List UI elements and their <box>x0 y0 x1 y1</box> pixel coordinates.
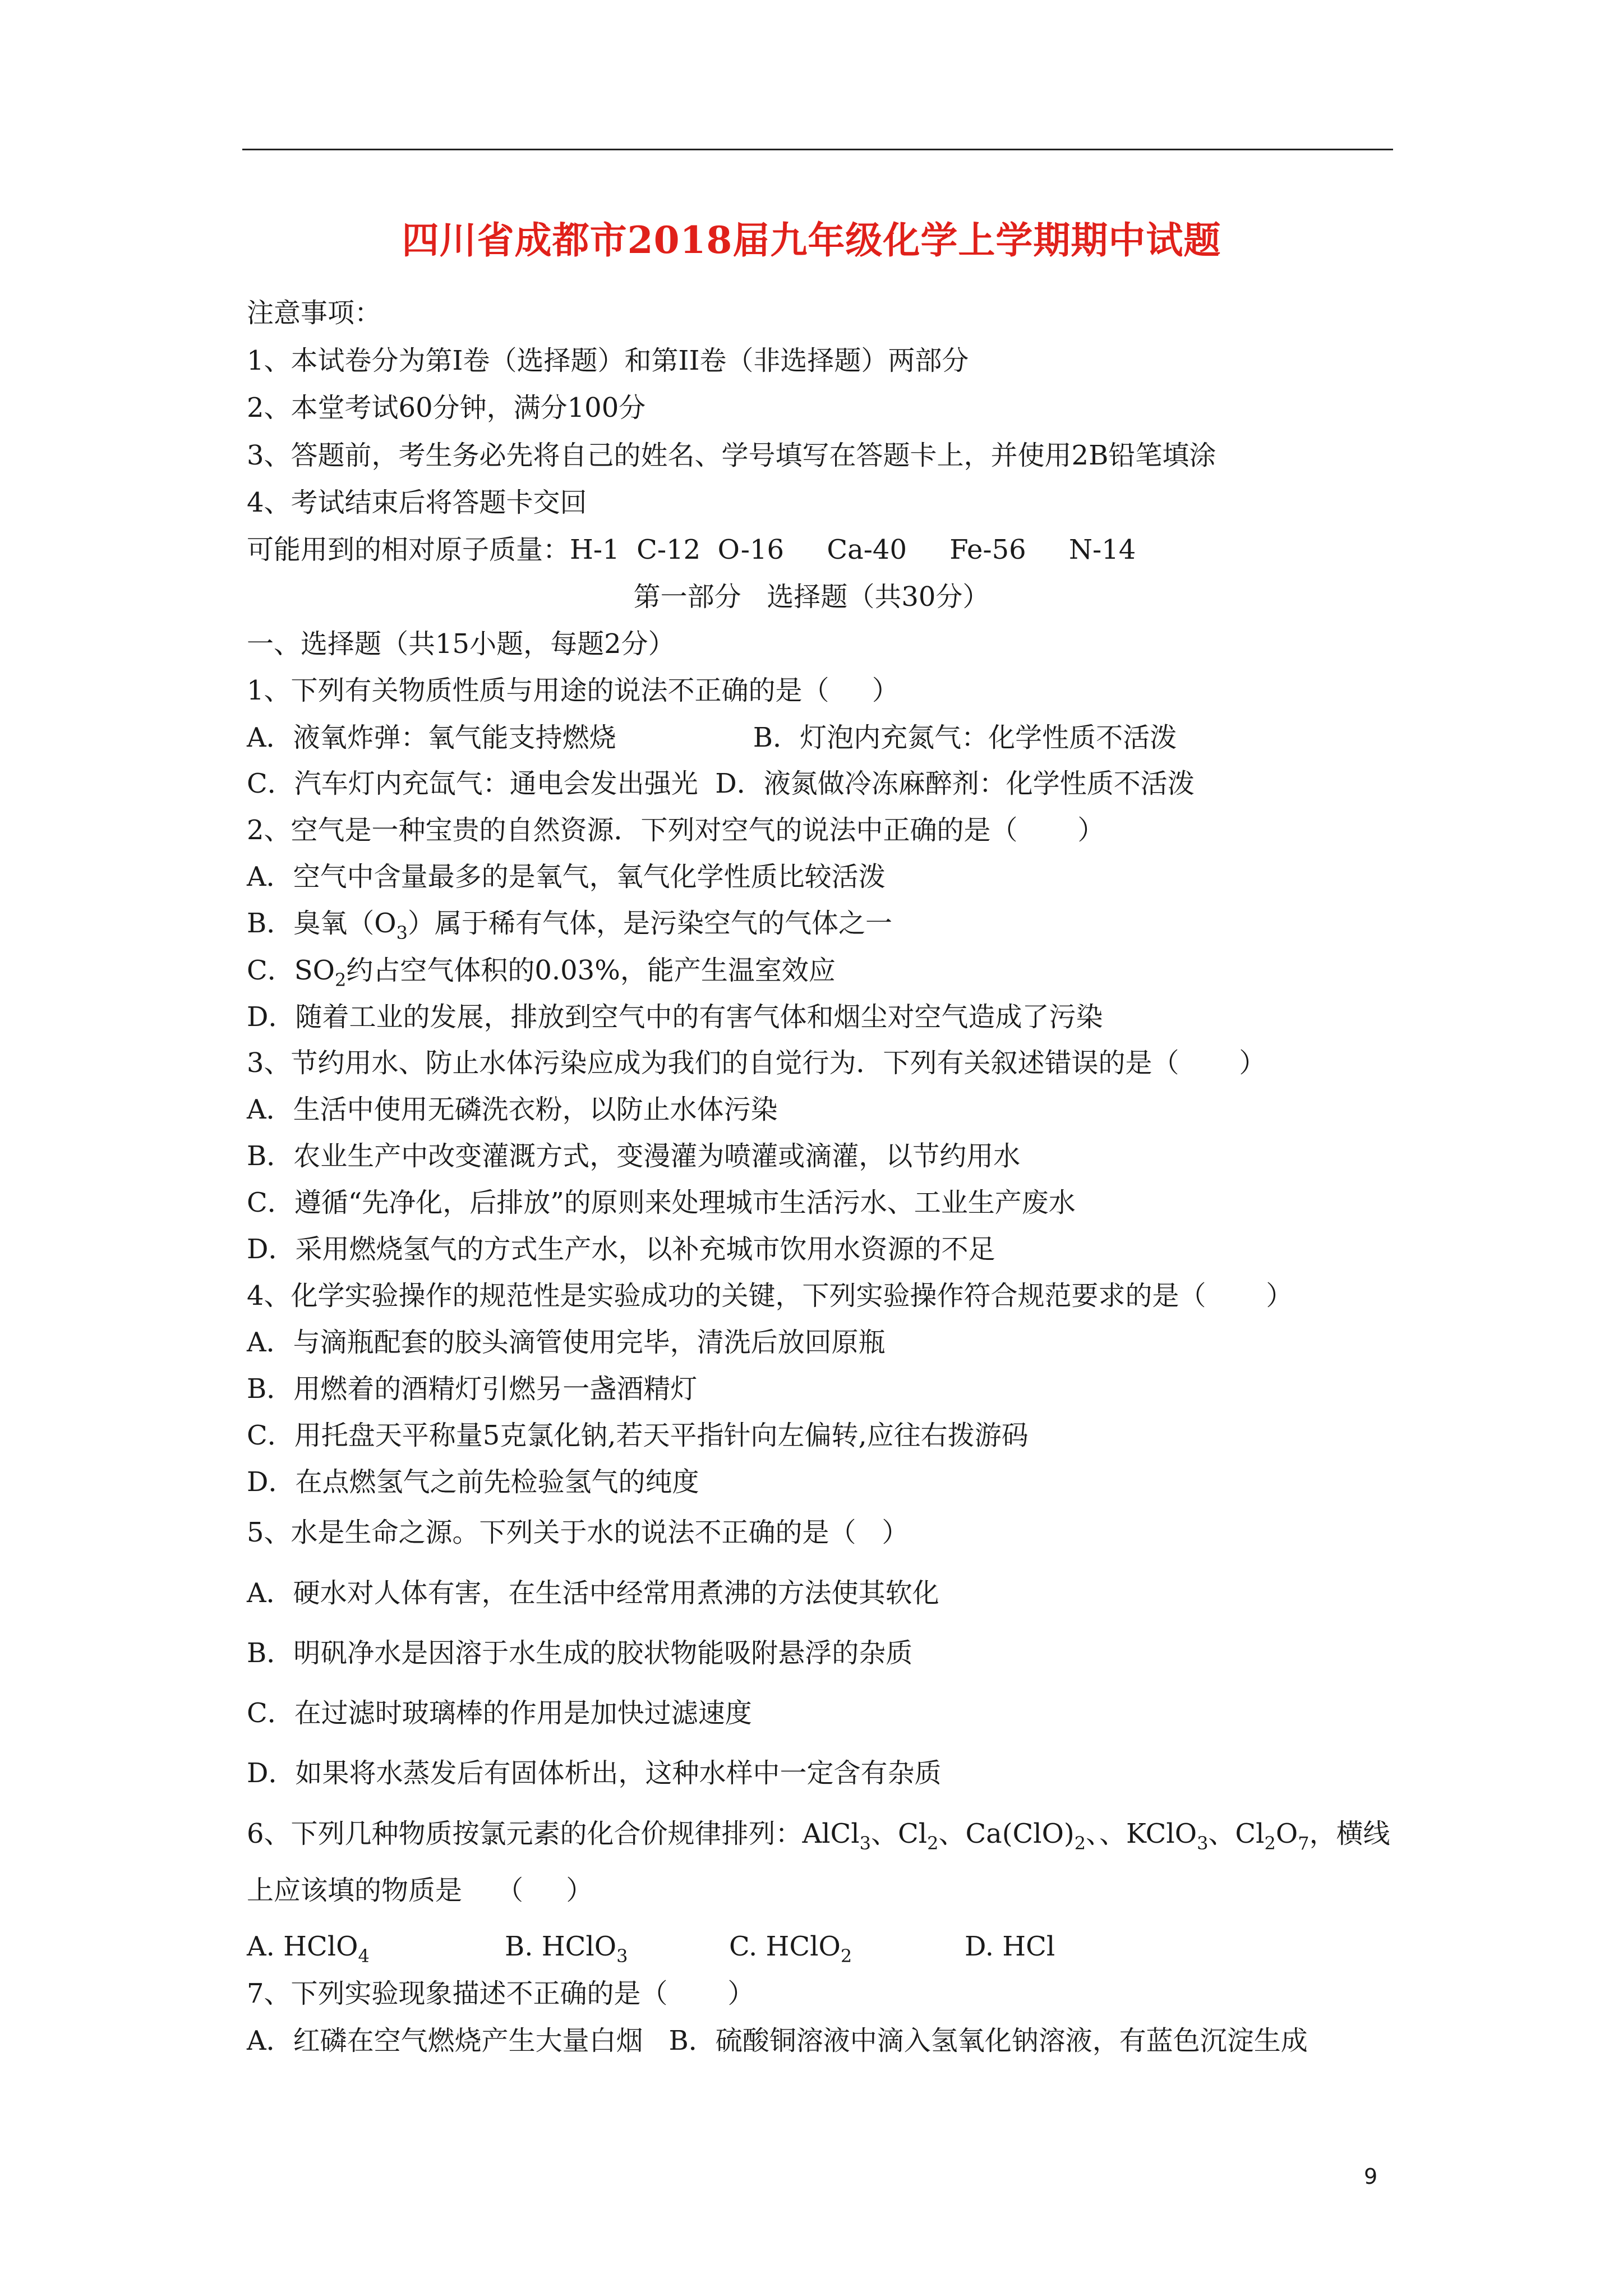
question-4-option-d: D．在点燃氢气之前先检验氢气的纯度 <box>247 1466 699 1498</box>
question-2-option-d: D．随着工业的发展，排放到空气中的有害气体和烟尘对空气造成了污染 <box>247 1001 1103 1033</box>
page-number: 9 <box>1364 2164 1378 2189</box>
question-5-option-b: B．明矾净水是因溶于水生成的胶状物能吸附悬浮的杂质 <box>247 1637 913 1669</box>
question-1-stem: 1、下列有关物质性质与用途的说法不正确的是（ ） <box>247 675 899 706</box>
notice-heading: 注意事项： <box>247 297 382 329</box>
part-one-heading: 第一部分 选择题（共30分） <box>633 581 990 613</box>
atomic-masses: 可能用到的相对原子质量：H-1 C-12 O-16 Ca-40 Fe-56 N-14 <box>247 534 1136 565</box>
notice-item-2: 2、本堂考试60分钟，满分100分 <box>247 392 646 424</box>
question-5-option-d: D．如果将水蒸发后有固体析出，这种水样中一定含有杂质 <box>247 1757 942 1789</box>
question-5-option-a: A．硬水对人体有害，在生活中经常用煮沸的方法使其软化 <box>247 1577 939 1609</box>
question-2-option-a: A．空气中含量最多的是氧气，氧气化学性质比较活泼 <box>247 861 886 892</box>
question-3-option-a: A．生活中使用无磷洗衣粉，以防止水体污染 <box>247 1094 778 1125</box>
question-7-options-ab: A．红磷在空气燃烧产生大量白烟 B．硫酸铜溶液中滴入氢氧化钠溶液，有蓝色沉淀生成 <box>247 2025 1308 2056</box>
question-3-stem: 3、节约用水、防止水体污染应成为我们的自觉行为．下列有关叙述错误的是（ ） <box>247 1047 1266 1079</box>
document-title: 四川省成都市2018届九年级化学上学期期中试题 <box>402 218 1221 262</box>
question-4-option-b: B．用燃着的酒精灯引燃另一盏酒精灯 <box>247 1373 698 1405</box>
question-6-option-d: D. HCl <box>965 1931 1055 1962</box>
question-6-option-c: C. HClO$_2$ <box>729 1931 852 1967</box>
question-3-option-c: C．遵循“先净化，后排放”的原则来处理城市生活污水、工业生产废水 <box>247 1187 1076 1218</box>
question-1-options-ab: A．液氧炸弹：氧气能支持燃烧 B．灯泡内充氮气：化学性质不活泼 <box>247 722 1177 753</box>
question-3-option-d: D．采用燃烧氢气的方式生产水，以补充城市饮用水资源的不足 <box>247 1234 995 1265</box>
question-5-stem: 5、水是生命之源。下列关于水的说法不正确的是（ ） <box>247 1517 909 1548</box>
question-2-option-b: B．臭氧$(O_3)$属于稀有气体，是污染空气的气体之一 <box>247 908 893 944</box>
question-7-stem: 7、下列实验现象描述不正确的是（ ） <box>247 1978 755 2009</box>
question-5-option-c: C．在过滤时玻璃棒的作用是加快过滤速度 <box>247 1697 752 1729</box>
question-3-option-b: B．农业生产中改变灌溉方式，变漫灌为喷灌或滴灌，以节约用水 <box>247 1140 1021 1172</box>
section-heading: 一、选择题（共15小题，每题2分） <box>247 628 675 660</box>
notice-item-1: 1、本试卷分为第I卷（选择题）和第II卷（非选择题）两部分 <box>247 345 969 376</box>
question-6-stem-continued: 上应该填的物质是 （ ） <box>247 1875 593 1906</box>
question-6-option-a: A. HClO$_4$ <box>247 1931 370 1967</box>
notice-item-4: 4、考试结束后将答题卡交回 <box>247 487 587 518</box>
question-4-option-c: C．用托盘天平称量5克氯化钠,若天平指针向左偏转,应往右拨游码 <box>247 1420 1029 1451</box>
question-2-stem: 2、空气是一种宝贵的自然资源．下列对空气的说法中正确的是（ ） <box>247 815 1105 846</box>
header-rule <box>242 149 1393 150</box>
notice-item-3: 3、答题前，考生务必先将自己的姓名、学号填写在答题卡上，并使用2B铅笔填涂 <box>247 440 1216 471</box>
question-1-options-cd: C．汽车灯内充氙气：通电会发出强光 D．液氮做冷冻麻醉剂：化学性质不活泼 <box>247 768 1195 799</box>
question-6-options <box>247 1930 1396 1966</box>
question-6-stem: 6、下列几种物质按氯元素的化合价规律排列：AlCl$_3$、$Cl_2$、$Ca(ClO)_2$、、KClO$_3$、$Cl_2O_7$，横线 <box>247 1818 1390 1854</box>
question-2-option-c: C．$SO_2$约占空气体积的0.03%，能产生温室效应 <box>247 955 836 991</box>
question-6-option-b: B. HClO$_3$ <box>505 1931 628 1967</box>
question-4-option-a: A．与滴瓶配套的胶头滴管使用完毕，清洗后放回原瓶 <box>247 1327 886 1358</box>
question-4-stem: 4、化学实验操作的规范性是实验成功的关键，下列实验操作符合规范要求的是（ ） <box>247 1280 1293 1312</box>
